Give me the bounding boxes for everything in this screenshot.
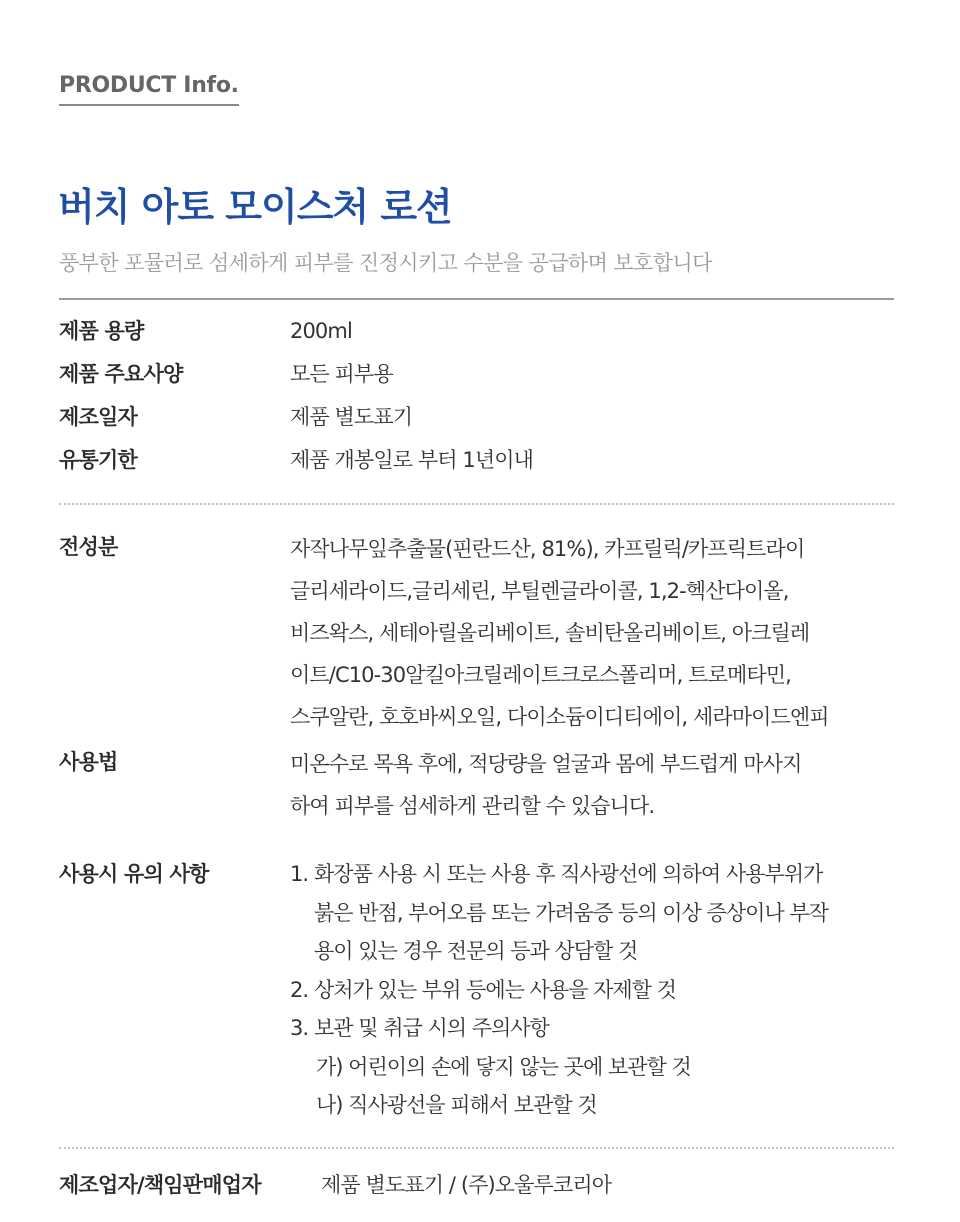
cautions-list [290,855,900,1125]
usage-row [59,743,899,827]
section-label: PRODUCT Info. [59,72,239,106]
caution-number: 2. [290,977,309,1002]
caution-number: 1. [290,862,309,886]
spec-label: 제조일자 [59,405,137,429]
spec-row-expiry [59,441,899,479]
specs-divider [59,503,894,505]
spec-value: 모든 피부용 [290,362,393,386]
ingredients-text [290,528,895,738]
ingredients-line: 글리세라이드,글리세린, 부틸렌글라이콜, 1,2-헥산다이올, [290,579,789,603]
usage-line: 하여 피부를 섬세하게 관리할 수 있습니다. [290,794,655,818]
spec-row-manufacture-date [59,398,899,436]
caution-line: 상처가 있는 부위 등에는 사용을 자제할 것 [314,977,676,1002]
caution-line: 붉은 반점, 부어오름 또는 가려움증 등의 이상 증상이나 부작 [314,900,828,925]
spec-row-volume [59,312,899,350]
cautions-divider [59,1147,894,1149]
caution-line: 화장품 사용 시 또는 사용 후 직사광선에 의하여 사용부위가 [314,862,823,886]
caution-line: 보관 및 취급 시의 주의사항 [314,1016,549,1040]
spec-value: 제품 별도표기 [290,405,413,429]
usage-line: 미온수로 목욕 후에, 적당량을 얼굴과 몸에 부드럽게 마사지 [290,752,802,776]
caution-item [290,855,900,971]
manufacturer-row [59,1166,899,1204]
caution-number: 3. [290,1016,309,1040]
header-divider [59,298,894,300]
spec-value: 제품 개봉일로 부터 1년이내 [290,448,534,472]
ingredients-row [59,528,899,743]
usage-label: 사용법 [59,750,118,774]
spec-row-main-spec [59,355,899,393]
ingredients-line: 이트/C10-30알킬아크릴레이트크로스폴리머, 트로메타민, [290,663,791,687]
caution-item [290,971,900,1010]
usage-text [290,743,895,827]
ingredients-line: 자작나무잎추출물(핀란드산, 81%), 카프릴릭/카프릭트라이 [290,537,805,561]
spec-label: 제품 주요사양 [59,362,183,386]
spec-value: 200ml [290,319,352,343]
caution-line: 용이 있는 경우 전문의 등과 상담할 것 [314,939,638,963]
product-title: 버치 아토 모이스처 로션 [58,185,452,229]
manufacturer-label: 제조업자/책임판매업자 [59,1173,261,1197]
spec-label: 유통기한 [59,448,137,472]
caution-sub-item: 나) 직사광선을 피해서 보관할 것 [316,1093,597,1117]
product-subtitle: 풍부한 포뮬러로 섬세하게 피부를 진정시키고 수분을 공급하며 보호합니다 [59,251,712,275]
spec-label: 제품 용량 [59,319,144,343]
ingredients-label: 전성분 [59,535,118,559]
ingredients-line: 스쿠알란, 호호바씨오일, 다이소듐이디티에이, 세라마이드엔피 [290,705,829,729]
caution-sub-item: 가) 어린이의 손에 닿지 않는 곳에 보관할 것 [316,1054,691,1079]
manufacturer-value: 제품 별도표기 / (주)오울루코리아 [321,1173,612,1197]
cautions-label: 사용시 유의 사항 [59,862,209,886]
ingredients-line: 비즈왁스, 세테아릴올리베이트, 솔비탄올리베이트, 아크릴레 [290,621,810,645]
caution-item [290,1009,900,1048]
cautions-row [59,855,899,1130]
